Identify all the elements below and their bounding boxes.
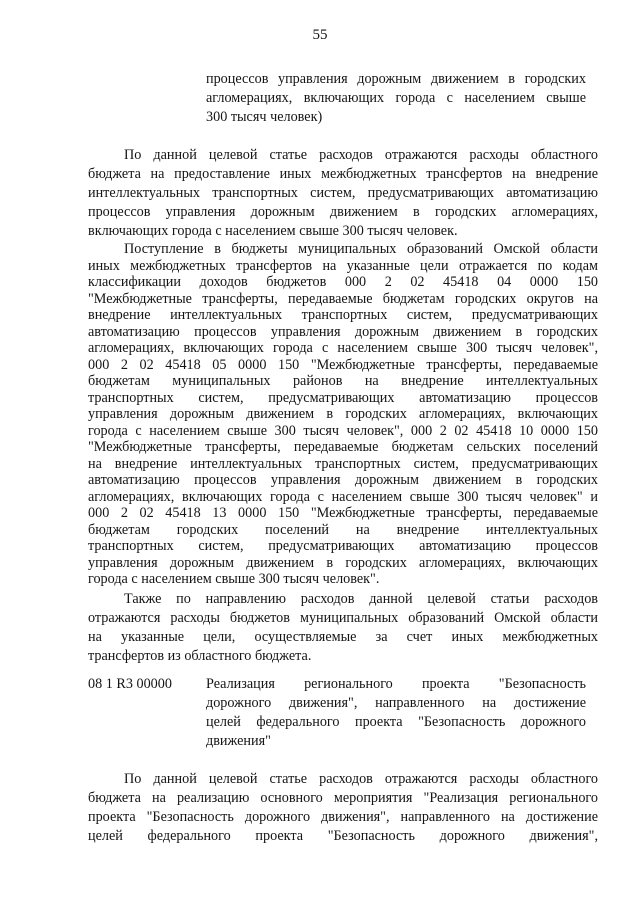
paragraph-3-line: отражаются расходы бюджетов муниципальных образований Омской области xyxy=(88,610,598,626)
paragraph-2-line: 000 2 02 45418 13 0000 150 "Межбюджетные трансферты, передаваемые xyxy=(88,505,598,521)
page-number: 55 xyxy=(312,27,328,43)
paragraph-4-line: бюджета на реализацию основного мероприятия "Реализация регионального xyxy=(88,790,598,806)
paragraph-2-line: автоматизацию процессов управления дорожным движением в городских xyxy=(88,323,598,340)
continuation-line: агломерациях, включающих города с населением свыше xyxy=(206,90,586,106)
paragraph-2-line: "Межбюджетные трансферты, передаваемые бюджетам сельских поселений xyxy=(88,439,598,455)
target-article-code: 08 1 R3 00000 xyxy=(88,676,172,692)
paragraph-4-line: По данной целевой статье расходов отражаются расходы областного xyxy=(124,771,598,787)
paragraph-2-line: автоматизацию процессов управления дорожным движением в городских xyxy=(88,472,598,488)
article-title-line: целей федерального проекта "Безопасность дорожного xyxy=(206,714,586,730)
paragraph-2-line: бюджетам муниципальных районов на внедрение интеллектуальных xyxy=(88,373,598,389)
paragraph-2-line: иных межбюджетных трансфертов на указанные цели отражается по кодам xyxy=(88,257,598,274)
article-title-line: дорожного движения", направленного на достижение xyxy=(206,695,586,711)
paragraph-4-line: проекта "Безопасность дорожного движения", направленного на достижение xyxy=(88,809,598,825)
paragraph-2-line: классификации доходов бюджетов 000 2 02 45418 04 0000 150 xyxy=(88,274,598,290)
paragraph-2-line: 000 2 02 45418 05 0000 150 "Межбюджетные трансферты, передаваемые xyxy=(88,356,598,373)
paragraph-1-line: интеллектуальных транспортных систем, предусматривающих автоматизацию xyxy=(88,185,598,201)
paragraph-3-line: трансфертов из областного бюджета. xyxy=(88,648,312,664)
paragraph-2-line: на внедрение интеллектуальных транспортных систем, предусматривающих xyxy=(88,455,598,472)
paragraph-2-line: внедрение интеллектуальных транспортных систем, предусматривающих xyxy=(88,307,598,323)
paragraph-2-line: города с населением свыше 300 тысяч человек", 000 2 02 45418 10 0000 150 xyxy=(88,422,598,439)
paragraph-2-line: агломерациях, включающих города с населением свыше 300 тысяч человек" и xyxy=(88,488,598,505)
paragraph-2-line: транспортных систем, предусматривающих автоматизацию процессов xyxy=(88,389,598,406)
paragraph-2-line: "Межбюджетные трансферты, передаваемые бюджетам городских округов на xyxy=(88,290,598,307)
paragraph-2-line: Поступление в бюджеты муниципальных образований Омской области xyxy=(124,241,598,257)
paragraph-1-line: бюджета на предоставление иных межбюджетных трансфертов на внедрение xyxy=(88,166,598,182)
paragraph-3-line: на указанные цели, осуществляемые за счет иных межбюджетных xyxy=(88,629,598,645)
paragraph-2-line: города с населением свыше 300 тысяч человек". xyxy=(88,571,380,587)
paragraph-2-line: бюджетам городских поселений на внедрение интеллектуальных xyxy=(88,521,598,538)
paragraph-1-line: По данной целевой статье расходов отражаются расходы областного xyxy=(124,147,598,163)
paragraph-2-line: транспортных систем, предусматривающих автоматизацию процессов xyxy=(88,538,598,554)
article-title-line: Реализация регионального проекта "Безопасность xyxy=(206,676,586,692)
paragraph-4-line: целей федерального проекта "Безопасность дорожного движения", xyxy=(88,828,598,844)
paragraph-1-line: процессов управления дорожным движением в городских агломерациях, xyxy=(88,204,598,220)
continuation-line: процессов управления дорожным движением в городских xyxy=(206,71,586,87)
paragraph-2-line: агломерациях, включающих города с населением свыше 300 тысяч человек", xyxy=(88,340,598,356)
paragraph-2-line: управления дорожным движением в городских агломерациях, включающих xyxy=(88,554,598,571)
article-title-line: движения" xyxy=(206,733,271,749)
paragraph-1-line: включающих города с населением свыше 300 тысяч человек. xyxy=(88,223,458,239)
paragraph-3-line: Также по направлению расходов данной целевой статьи расходов xyxy=(124,591,598,607)
paragraph-2-line: управления дорожным движением в городских агломерациях, включающих xyxy=(88,406,598,422)
continuation-line: 300 тысяч человек) xyxy=(206,109,323,125)
